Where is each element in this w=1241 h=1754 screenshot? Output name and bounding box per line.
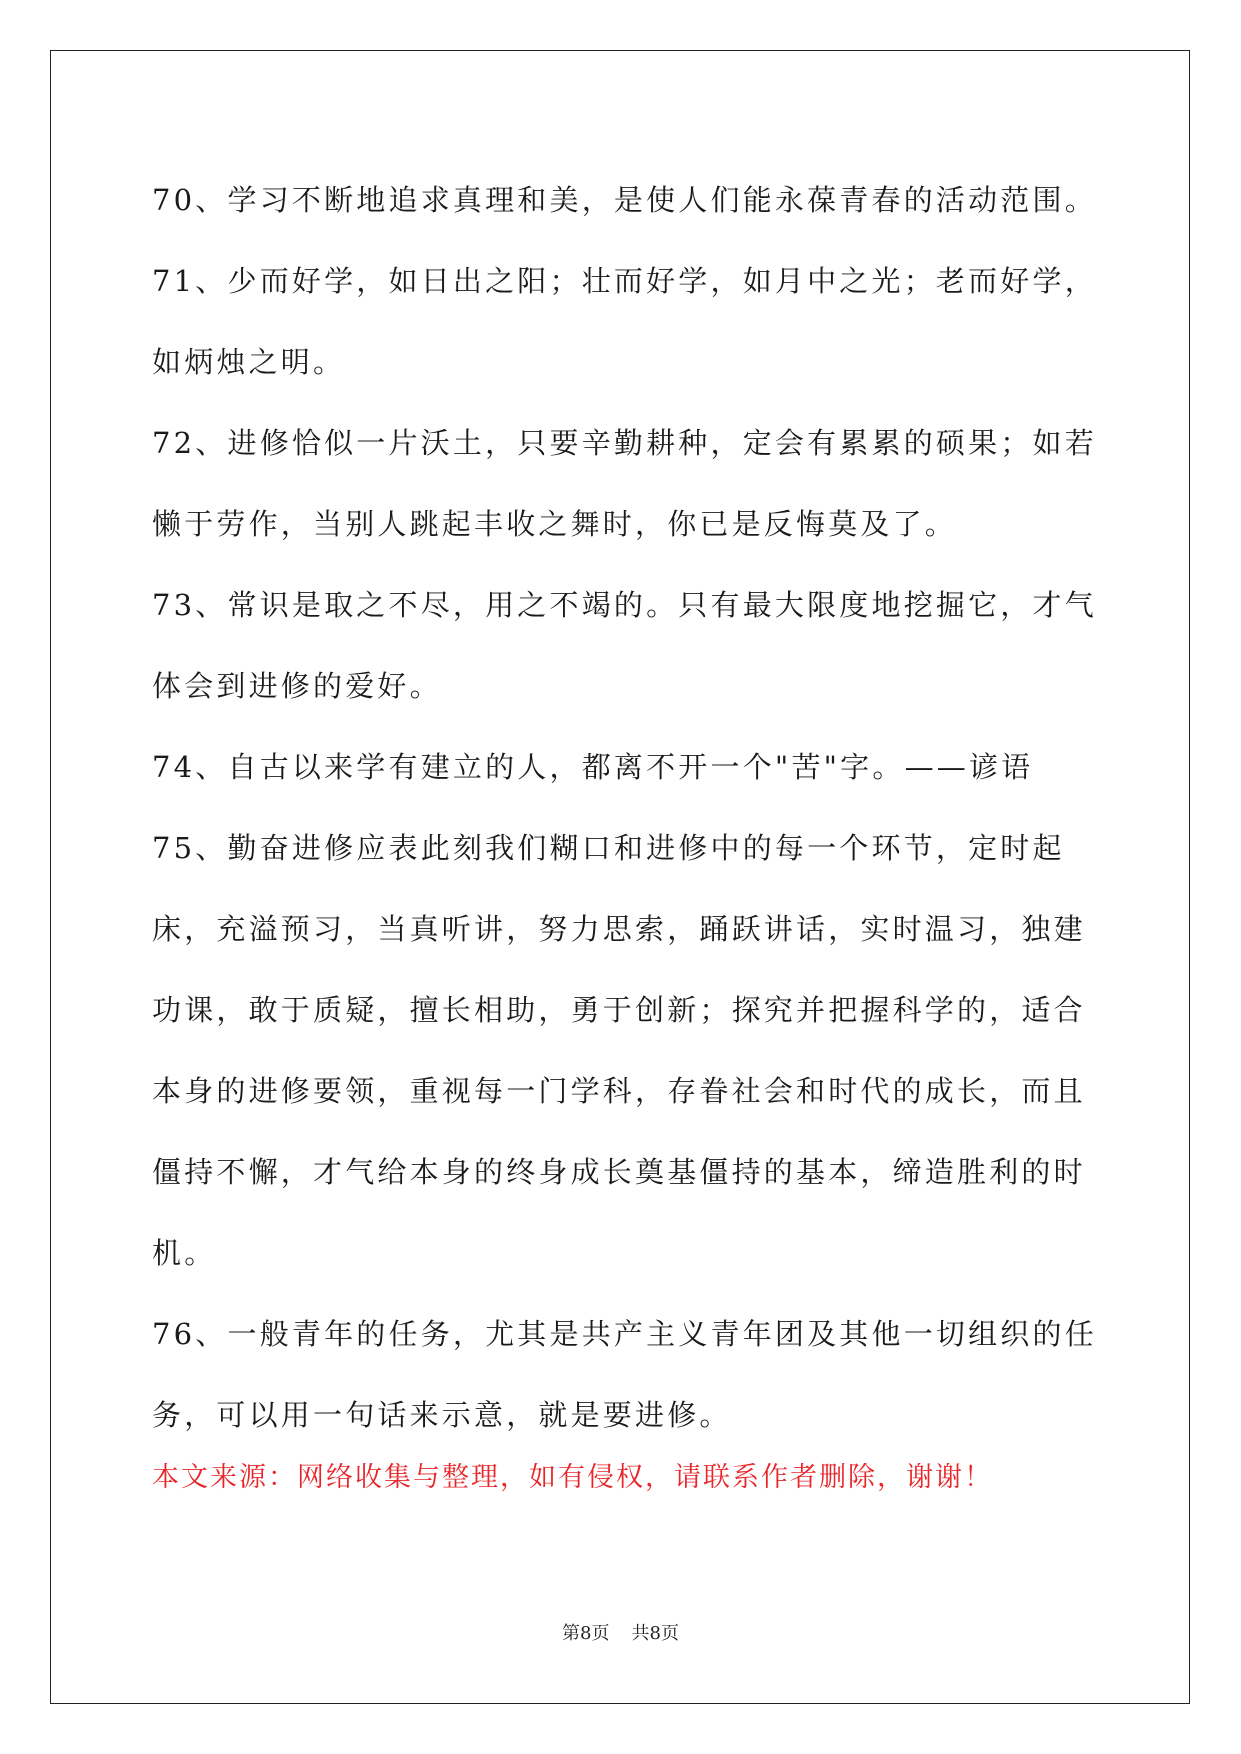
paragraph-71: 71、少而好学，如日出之阳；壮而好学，如月中之光；老而好学，如炳烛之明。 <box>152 264 1097 379</box>
source-note: 本文来源：网络收集与整理，如有侵权，请联系作者删除，谢谢！ <box>152 1462 993 1493</box>
paragraph-70: 70、学习不断地追求真理和美，是使人们能永葆青春的活动范围。 <box>152 183 1097 217</box>
paragraph-72: 72、进修恰似一片沃土，只要辛勤耕种，定会有累累的硕果；如若懒于劳作，当别人跳起丰收之舞时，你已是反悔莫及了。 <box>152 426 1097 541</box>
document-body <box>152 160 1112 1456</box>
page-footer <box>0 1622 1241 1646</box>
total-pages: 共8页 <box>631 1623 679 1644</box>
current-page-number: 第8页 <box>562 1623 610 1644</box>
paragraph-74: 74、自古以来学有建立的人，都离不开一个"苦"字。——谚语 <box>152 750 1034 784</box>
paragraph-75: 75、勤奋进修应表此刻我们糊口和进修中的每一个环节，定时起床，充溢预习，当真听讲，努力思索，踊跃讲话，实时温习，独建功课，敢于质疑，擅长相助，勇于创新；探究并把握科学的，适合本身的进修要领，重视每一门学科，存眷社会和时代的成长，而且僵持不懈，才气给本身的终身成长奠基僵持的基本，缔造胜利的时机。 <box>152 831 1086 1270</box>
paragraph-73: 73、常识是取之不尽，用之不竭的。只有最大限度地挖掘它，才气体会到进修的爱好。 <box>152 588 1097 703</box>
paragraph-76: 76、一般青年的任务，尤其是共产主义青年团及其他一切组织的任务，可以用一句话来示意，就是要进修。 <box>152 1317 1097 1432</box>
